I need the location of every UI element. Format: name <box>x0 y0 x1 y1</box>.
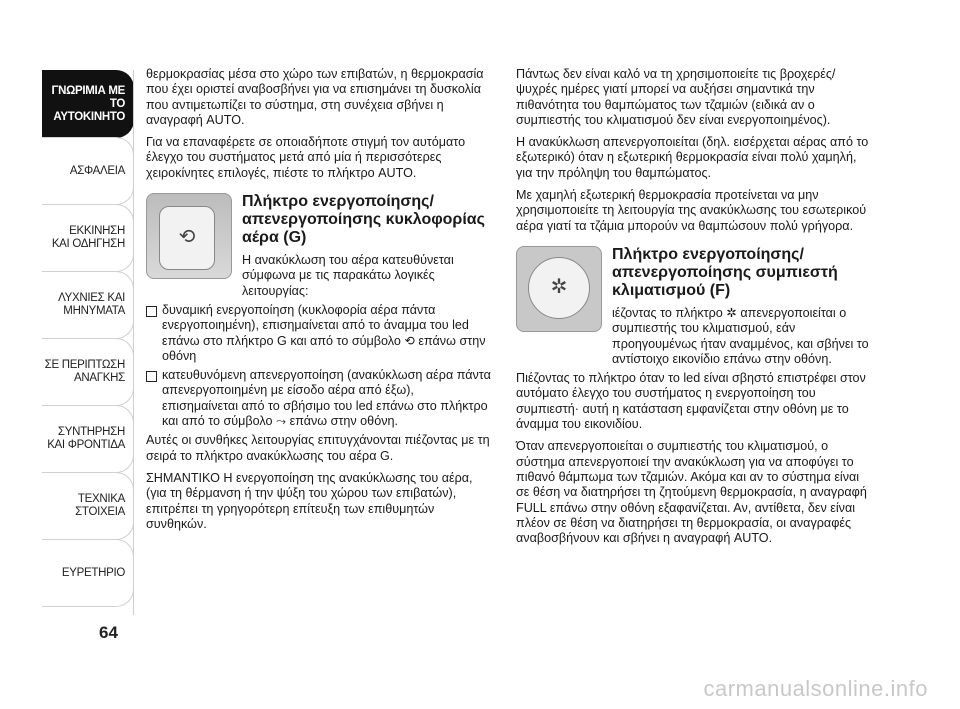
tab-label: ΕΥΡΕΤΗΡΙΟ <box>61 566 125 579</box>
tab-safety[interactable] <box>42 137 134 205</box>
paragraph: Η ανακύκλωση απενεργοποιείται (δηλ. εισέρχεται αέρας από το εξωτερικό) όταν η εξωτερική θερμοκρασία είναι πολύ χαμηλή, για την πρόληψη του θαμπώματος. <box>516 135 869 180</box>
paragraph: Με χαμηλή εξωτερική θερμοκρασία προτείνεται να μην χρησιμοποιείτε τη λειτουργία της ανακύκλωσης του εσωτερικού αέρα γιατί τα τζάμια μπορούν να θαμπώσουν πολύ γρήγορα. <box>516 188 867 233</box>
compressor-button-figure <box>516 246 874 367</box>
paragraph: ιέζοντας το πλήκτρο ✲ απενεργοποιείται ο συμπιεστής του κλιματισμού, εάν προηγουμένως ήταν αναμμένος, και σβήνει το αντίστοιχο εικονίδιο επάνω στην οθόνη. <box>612 305 869 366</box>
tab-getting-to-know[interactable] <box>42 70 134 138</box>
tab-label: ΕΚΚΙΝΗΣΗ ΚΑΙ ΟΔΗΓΗΣΗ <box>51 225 125 250</box>
paragraph: ΣΗΜΑΝΤΙΚΟ Η ενεργοποίηση της ανακύκλωσης του αέρα, (για τη θέρμανση ή την ψύξη του χώρου των επιβατών), επιτρέπει τη γρηγορότερη επίτευξη των επιθυμητών συνθηκών. <box>146 470 473 531</box>
compressor-button-image <box>516 246 602 332</box>
tab-starting-driving[interactable] <box>42 204 134 272</box>
tab-label: ΛΥΧΝΙΕΣ ΚΑΙ ΜΗΝΥΜΑΤΑ <box>58 292 125 317</box>
recirculation-button-image <box>146 193 232 279</box>
list-item: δυναμική ενεργοποίηση (κυκλοφορία αέρα πάντα ενεργοποιημένη), επισημαίνεται από το άναμμα του led επάνω στο πλήκτρο G και από το σύμβολο ⟲ επάνω στην οθόνη <box>146 303 492 364</box>
tab-label: ΣΥΝΤΗΡΗΣΗ ΚΑΙ ΦΡΟΝΤΙΔΑ <box>47 426 125 451</box>
recirculation-icon: ⟲ <box>159 206 215 270</box>
tab-label: ΣΕ ΠΕΡΙΠΤΩΣΗ ΑΝΑΓΚΗΣ <box>44 359 125 384</box>
watermark: carmanualsonline.info <box>703 676 928 701</box>
paragraph: Η ανακύκλωση του αέρα κατευθύνεται σύμφωνα με τις παρακάτω λογικές λειτουργίας: <box>242 253 454 298</box>
checkbox-bullet-icon <box>146 371 157 382</box>
tab-label: ΓΝΩΡΙΜΙΑ ΜΕ ΤΟ ΑΥΤΟΚΙΝΗΤΟ <box>51 84 125 123</box>
tab-maintenance[interactable] <box>42 405 134 473</box>
tab-label: ΑΣΦΑΛΕΙΑ <box>69 164 125 177</box>
tab-technical-data[interactable] <box>42 472 134 540</box>
tab-label: ΤΕΧΝΙΚΑ ΣΤΟΙΧΕΙΑ <box>75 493 125 518</box>
section-heading: Πλήκτρο ενεργοποίησης/ απενεργοποίησης συμπιεστή κλιματισμού (F) <box>612 245 838 299</box>
paragraph: Πάντως δεν είναι καλό να τη χρησιμοποιείτε τις βροχερές/ψυχρές ημέρες γιατί μπορεί να αυξήσει σημαντικά την πιθανότητα του θαμπώματος των τζαμιών (ειδικά αν ο συμπιεστής του κλιματισμού δεν είναι ενεργοποιημένος). <box>516 67 836 127</box>
column-divider <box>133 70 134 615</box>
left-column <box>146 67 492 539</box>
paragraph: Αυτές οι συνθήκες λειτουργίας επιτυγχάνονται πιέζοντας με τη σειρά το πλήκτρο ανακύκλωσης του αέρα G. <box>146 433 490 463</box>
paragraph: Πιέζοντας το πλήκτρο όταν το led είναι σβηστό επιστρέφει στον αυτόματο έλεγχο του συστήματος η ενεργοποίηση του συμπιεστή· αυτή η κατάσταση εμφανίζεται στην οθόνη με το άναμμα του εικονιδίου. <box>516 371 866 432</box>
paragraph: Για να επαναφέρετε σε οποιαδήποτε στιγμή τον αυτόματο έλεγχο του συστήματος μετά από μία ή περισσότερες χειροκίνητες επιλογές, πιέστε το πλήκτρο AUTO. <box>146 135 466 180</box>
tab-index[interactable] <box>42 539 134 607</box>
snowflake-icon: ✲ <box>528 257 590 319</box>
right-column <box>516 67 874 553</box>
section-heading: Πλήκτρο ενεργοποίησης/ απενεργοποίησης κυκλοφορίας αέρα (G) <box>242 193 485 247</box>
tab-warning-lights[interactable] <box>42 271 134 339</box>
page-number: 64 <box>99 623 118 642</box>
checkbox-bullet-icon <box>146 306 157 317</box>
list-item: κατευθυνόμενη απενεργοποίηση (ανακύκλωση αέρα πάντα απενεργοποιημένη με είσοδο αέρα από έξω), επισημαίνεται από το σβήσιμο του led επάνω στο πλήκτρο και από το σύμβολο ⤳ επάνω στην οθόνη. <box>146 368 492 429</box>
recirculation-button-figure <box>146 193 492 299</box>
chapter-tabs <box>42 70 134 606</box>
tab-emergency[interactable] <box>42 338 134 406</box>
paragraph: Όταν απενεργοποιείται ο συμπιεστής του κλιματισμού, ο σύστημα απενεργοποιεί την ανακύκλωση για να αποφύγει το πιθανό θάμπωμα των τζαμιών. Ακόμα και αν το σύστημα είναι σε θέση να διατηρήσει τη ζητούμενη θερμοκρασία, η αναγραφή FULL επάνω στην οθόνη εξαφανίζεται. Αν, αντίθετα, δεν είναι πλέον σε θέση να διατηρήσει τη θερμοκρασία, οι αναγραφές αναβοσβήνουν και σβήνει η αναγραφή AUTO. <box>516 439 867 546</box>
paragraph: θερμοκρασίας μέσα στο χώρο των επιβατών, η θερμοκρασία που έχει οριστεί αναβοσβήνει για να επισημάνει τη δυσκολία που αντιμετωπίζει το σύστημα, στη συνέχεια σβήνει η αναγραφή AUTO. <box>146 67 484 127</box>
